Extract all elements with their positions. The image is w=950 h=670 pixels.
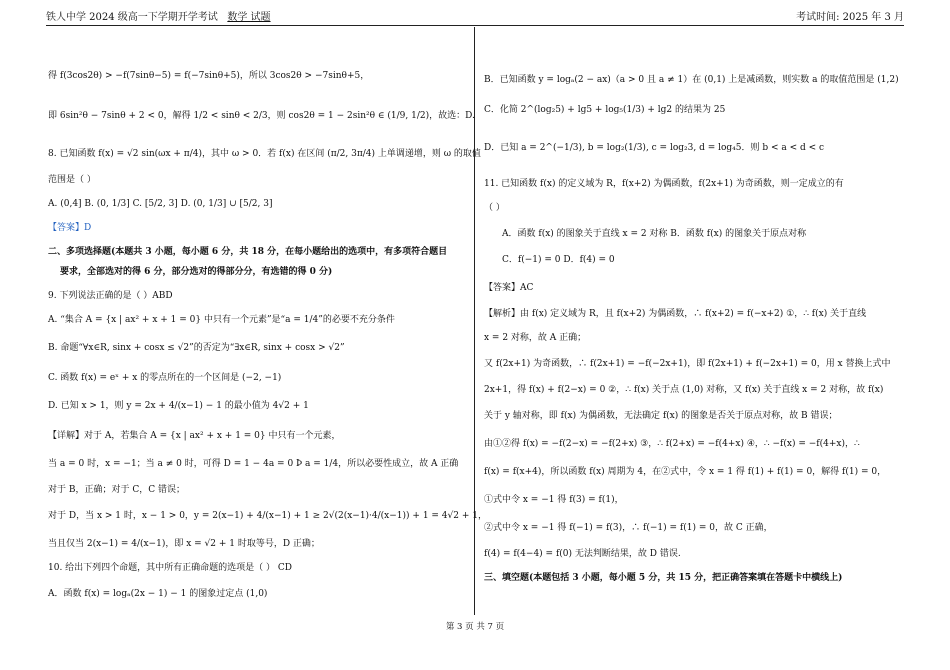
analysis-line: x = 2 对称，故 A 正确；	[484, 333, 587, 343]
solution-line: 当 a = 0 时，x = −1；当 a ≠ 0 时，可得 D = 1 − 4a = 0 Þ a = 1/4，所以必要性成立，故 A 正确	[48, 459, 459, 469]
analysis-line: ①式中令 x = −1 得 f(3) = f(1)，	[484, 495, 624, 505]
analysis-line: f(4) = f(4−4) = f(0) 无法判断结果，故 D 错误.	[484, 549, 681, 559]
school-exam-title: 铁人中学 2024 级高一下学期开学考试	[46, 12, 218, 23]
text-line: 得 f(3cos2θ) > −f(7sinθ−5) = f(−7sinθ+5)，所以 3cos2θ > −7sinθ+5，	[48, 71, 370, 81]
question-10: 10. 给出下列四个命题，其中所有正确命题的选项是（ ） CD	[48, 563, 292, 573]
q10-option-c: C．化简 2^(log₂5) + lg5 + log₅(1/3) + lg2 的结果为 25	[484, 105, 726, 115]
analysis-line: 关于 y 轴对称，即 f(x) 为偶函数，无法确定 f(x) 的图象是否关于原点对称，故 B 错误；	[484, 411, 838, 421]
analysis-line: 2x+1，得 f(x) + f(2−x) = 0 ②，∴ f(x) 关于点 (1,0) 对称，又 f(x) 关于直线 x = 2 对称，故 f(x)	[484, 385, 884, 395]
text-line: 即 6sin²θ − 7sinθ + 2 < 0，解得 1/2 < sinθ < 2/3，则 cos2θ = 1 − 2sin²θ ∈ (1/9, 1/2)，故选：D.	[48, 111, 475, 121]
analysis-line: 【解析】由 f(x) 定义域为 R，且 f(x+2) 为偶函数，∴ f(x+2) = f(−x+2) ①，∴ f(x) 关于直线	[484, 309, 867, 319]
question-8: 8. 已知函数 f(x) = √2 sin(ωx + π/4)，其中 ω > 0．若 f(x) 在区间 (π/2, 3π/4) 上单调递增，则 ω 的取值	[48, 149, 481, 159]
q8-options: A. (0,4] B. (0, 1/3] C. [5/2, 3] D. (0, 1/3] ∪ [5/2, 3]	[48, 199, 273, 209]
q9-option-c: C. 函数 f(x) = eˣ + x 的零点所在的一个区间是 (−2, −1)	[48, 373, 282, 383]
q10-option-d: D．已知 a = 2^(−1/3), b = log₂(1/3), c = log₂3, d = log₄5．则 b < a < d < c	[484, 143, 825, 153]
section-heading-cont: 要求，全部选对的得 6 分，部分选对的得部分分，有选错的得 0 分)	[60, 267, 333, 277]
exam-word: 试题	[250, 12, 271, 23]
page-footer: 第 3 页 共 7 页	[445, 622, 505, 632]
section-heading: 二、多项选择题(本题共 3 小题，每小题 6 分，共 18 分，在每小题给出的选项中，有多项符合题目	[48, 247, 448, 257]
section-heading: 三、填空题(本题包括 3 小题，每小题 5 分，共 15 分，把正确答案填在答题卡中横线上)	[484, 573, 843, 583]
q9-option-d: D. 已知 x > 1，则 y = 2x + 4/(x−1) − 1 的最小值为 4√2 + 1	[48, 401, 309, 411]
answer-label: 【答案】AC	[484, 283, 534, 293]
answer-label: 【答案】D	[48, 223, 92, 233]
q10-option-b: B．已知函数 y = logₐ(2 − ax)（a > 0 且 a ≠ 1）在 (0,1) 上是减函数，则实数 a 的取值范围是 (1,2)	[484, 75, 899, 85]
solution-line: 【详解】对于 A，若集合 A = {x | ax² + x + 1 = 0} 中只有一个元素，	[48, 431, 341, 441]
analysis-line: 又 f(2x+1) 为奇函数，∴ f(2x+1) = −f(−2x+1)，即 f(2x+1) + f(−2x+1) = 0，用 x 替换上式中	[484, 359, 891, 369]
header-rule	[46, 25, 904, 26]
analysis-line: 由①②得 f(x) = −f(2−x) = −f(2+x) ③，∴ f(2+x) = −f(4+x) ④，∴ −f(x) = −f(4+x)，∴	[484, 439, 860, 449]
text-line: 范围是（ ）	[48, 175, 96, 185]
page-header	[46, 8, 904, 24]
solution-line: 对于 B，正确；对于 C，C 错误；	[48, 485, 185, 495]
exam-time: 考试时间: 2025 年 3 月	[796, 12, 904, 23]
analysis-line: f(x) = f(x+4)，所以函数 f(x) 周期为 4，在②式中，令 x = 1 得 f(1) + f(1) = 0，解得 f(1) = 0，	[484, 467, 887, 477]
subject: 数学	[227, 12, 251, 23]
q10-option-a: A．函数 f(x) = logₐ(2x − 1) − 1 的图象过定点 (1,0)	[48, 589, 268, 599]
solution-line: 对于 D，当 x > 1 时，x − 1 > 0，y = 2(x−1) + 4/(x−1) + 1 ≥ 2√(2(x−1)·4/(x−1)) + 1 = 4√2 + 1，	[48, 511, 487, 521]
q11-options-cd: C．f(−1) = 0 D．f(4) = 0	[502, 255, 615, 265]
q9-option-a: A. “集合 A = {x | ax² + x + 1 = 0} 中只有一个元素”是“a = 1/4”的必要不充分条件	[48, 315, 395, 325]
analysis-line: ②式中令 x = −1 得 f(−1) = f(3)，∴ f(−1) = f(1) = 0，故 C 正确，	[484, 523, 773, 533]
q9-option-b: B. 命题“∀x∈R, sinx + cosx ≤ √2”的否定为“∃x∈R, sinx + cosx > √2”	[48, 343, 345, 353]
question-9: 9. 下列说法正确的是（ ）ABD	[48, 291, 173, 301]
solution-line: 当且仅当 2(x−1) = 4/(x−1)，即 x = √2 + 1 时取等号，D 正确；	[48, 539, 320, 549]
header-left	[46, 8, 271, 23]
text-line: （ ）	[484, 203, 505, 213]
q11-options-ab: A．函数 f(x) 的图象关于直线 x = 2 对称 B．函数 f(x) 的图象关于原点对称	[502, 229, 807, 239]
question-11: 11. 已知函数 f(x) 的定义域为 R，f(x+2) 为偶函数，f(2x+1) 为奇函数，则一定成立的有	[484, 179, 844, 189]
